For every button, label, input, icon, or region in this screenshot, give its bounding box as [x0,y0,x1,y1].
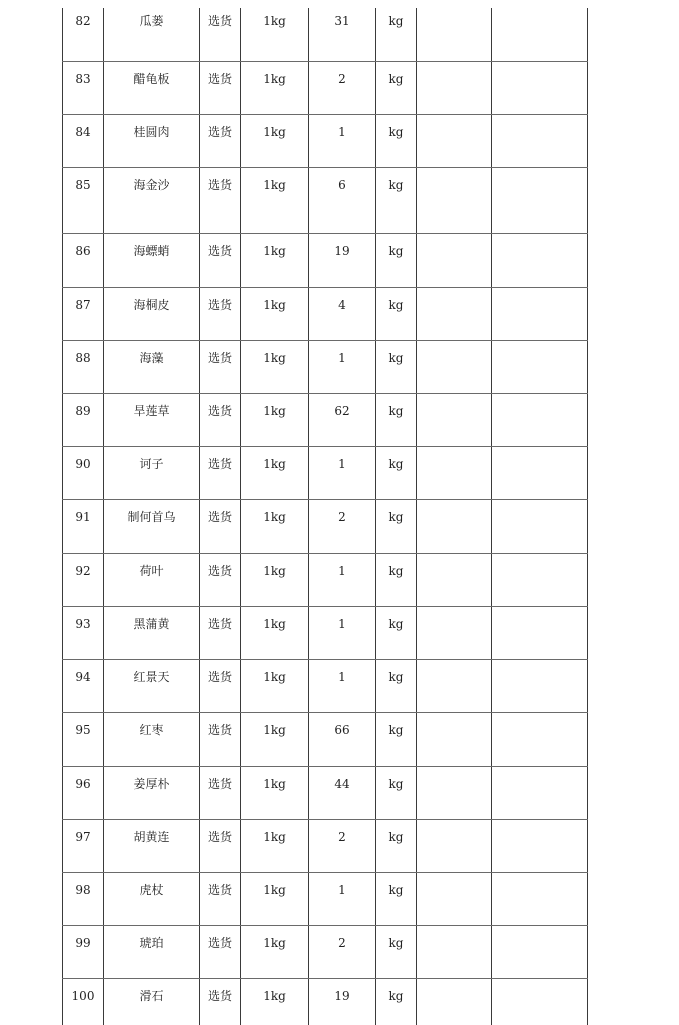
grade-text: 选货 [200,168,240,192]
grade-cell [200,8,241,62]
spec-cell [241,341,309,394]
row-number-text: 89 [63,394,103,418]
item-name-text: 制何首乌 [104,500,199,524]
row-number-text: 83 [63,62,103,86]
item-name-cell [104,660,200,713]
row-number-text: 99 [63,926,103,950]
spec-text: 1kg [241,447,308,471]
item-name-text: 黑蒲黄 [104,607,199,631]
grade-text: 选货 [200,979,240,1003]
item-name-cell [104,115,200,168]
item-name-cell [104,500,200,554]
table-row [63,447,588,500]
item-name-text: 胡黄连 [104,820,199,844]
blank-cell [492,115,588,168]
spec-text: 1kg [241,8,308,28]
table-row [63,168,588,234]
blank-cell [417,873,492,926]
row-number-cell [63,115,104,168]
spec-text: 1kg [241,115,308,139]
spec-cell [241,168,309,234]
blank-cell [492,447,588,500]
grade-text: 选货 [200,926,240,950]
item-name-text: 旱莲草 [104,394,199,418]
item-name-cell [104,820,200,873]
unit-cell [376,607,417,660]
spec-cell [241,979,309,1025]
grade-cell [200,660,241,713]
spec-cell [241,394,309,447]
quantity-text: 6 [309,168,375,192]
medicine-table [62,8,588,1025]
quantity-cell [309,62,376,115]
spec-cell [241,713,309,767]
blank-cell [492,979,588,1025]
spec-text: 1kg [241,341,308,365]
row-number-text: 100 [63,979,103,1003]
grade-cell [200,288,241,341]
unit-text: kg [376,873,416,897]
table-row [63,341,588,394]
grade-cell [200,62,241,115]
grade-text: 选货 [200,767,240,791]
quantity-text: 4 [309,288,375,312]
blank-cell [492,554,588,607]
blank-cell [417,767,492,820]
spec-text: 1kg [241,62,308,86]
table-row [63,234,588,288]
table-row [63,62,588,115]
blank-cell [492,926,588,979]
blank-cell [417,926,492,979]
quantity-cell [309,820,376,873]
quantity-text: 1 [309,660,375,684]
unit-cell [376,447,417,500]
table-row [63,767,588,820]
table-row [63,8,588,62]
row-number-text: 85 [63,168,103,192]
spec-cell [241,767,309,820]
spec-cell [241,62,309,115]
item-name-cell [104,341,200,394]
grade-cell [200,767,241,820]
grade-text: 选货 [200,713,240,737]
blank-cell [417,288,492,341]
unit-text: kg [376,713,416,737]
row-number-text: 94 [63,660,103,684]
unit-cell [376,500,417,554]
spec-text: 1kg [241,500,308,524]
unit-text: kg [376,8,416,28]
unit-cell [376,341,417,394]
blank-cell [417,341,492,394]
unit-text: kg [376,660,416,684]
spec-cell [241,500,309,554]
row-number-cell [63,8,104,62]
grade-cell [200,979,241,1025]
grade-cell [200,500,241,554]
unit-cell [376,820,417,873]
row-number-cell [63,979,104,1025]
unit-cell [376,8,417,62]
quantity-cell [309,607,376,660]
quantity-text: 2 [309,62,375,86]
quantity-cell [309,394,376,447]
unit-text: kg [376,394,416,418]
item-name-text: 海金沙 [104,168,199,192]
grade-text: 选货 [200,341,240,365]
spec-cell [241,8,309,62]
blank-cell [492,820,588,873]
item-name-cell [104,447,200,500]
quantity-cell [309,115,376,168]
blank-cell [492,873,588,926]
unit-cell [376,554,417,607]
row-number-text: 82 [63,8,103,28]
row-number-text: 97 [63,820,103,844]
row-number-cell [63,288,104,341]
blank-cell [417,500,492,554]
row-number-cell [63,873,104,926]
unit-text: kg [376,820,416,844]
item-name-text: 虎杖 [104,873,199,897]
blank-cell [417,713,492,767]
spec-text: 1kg [241,288,308,312]
quantity-text: 19 [309,234,375,258]
item-name-text: 海桐皮 [104,288,199,312]
blank-cell [417,820,492,873]
quantity-text: 19 [309,979,375,1003]
unit-text: kg [376,168,416,192]
item-name-cell [104,288,200,341]
spec-text: 1kg [241,979,308,1003]
spec-cell [241,820,309,873]
item-name-text: 红景天 [104,660,199,684]
blank-cell [417,168,492,234]
table-row [63,873,588,926]
spec-text: 1kg [241,926,308,950]
grade-text: 选货 [200,607,240,631]
row-number-text: 84 [63,115,103,139]
item-name-text: 姜厚朴 [104,767,199,791]
blank-cell [492,607,588,660]
grade-cell [200,713,241,767]
item-name-cell [104,554,200,607]
unit-text: kg [376,500,416,524]
quantity-cell [309,873,376,926]
item-name-cell [104,979,200,1025]
blank-cell [492,713,588,767]
blank-cell [417,447,492,500]
item-name-text: 醋龟板 [104,62,199,86]
row-number-text: 92 [63,554,103,578]
grade-cell [200,926,241,979]
blank-cell [492,8,588,62]
spec-cell [241,115,309,168]
item-name-text: 海藻 [104,341,199,365]
table-row [63,607,588,660]
quantity-cell [309,288,376,341]
blank-cell [492,288,588,341]
unit-cell [376,873,417,926]
unit-cell [376,115,417,168]
grade-text: 选货 [200,394,240,418]
row-number-text: 88 [63,341,103,365]
grade-cell [200,554,241,607]
item-name-cell [104,767,200,820]
item-name-cell [104,713,200,767]
item-name-cell [104,168,200,234]
grade-text: 选货 [200,820,240,844]
grade-text: 选货 [200,873,240,897]
unit-cell [376,394,417,447]
unit-text: kg [376,979,416,1003]
row-number-cell [63,341,104,394]
grade-text: 选货 [200,554,240,578]
blank-cell [492,62,588,115]
quantity-cell [309,234,376,288]
table-row [63,394,588,447]
grade-text: 选货 [200,62,240,86]
unit-cell [376,979,417,1025]
grade-cell [200,820,241,873]
row-number-text: 98 [63,873,103,897]
spec-text: 1kg [241,820,308,844]
blank-cell [417,115,492,168]
blank-cell [417,660,492,713]
blank-cell [492,341,588,394]
spec-cell [241,873,309,926]
item-name-cell [104,873,200,926]
unit-text: kg [376,288,416,312]
blank-cell [492,394,588,447]
quantity-cell [309,767,376,820]
unit-text: kg [376,234,416,258]
row-number-text: 93 [63,607,103,631]
quantity-text: 1 [309,447,375,471]
quantity-text: 62 [309,394,375,418]
table-row [63,288,588,341]
table-row [63,554,588,607]
blank-cell [417,394,492,447]
grade-cell [200,607,241,660]
row-number-cell [63,820,104,873]
spec-cell [241,926,309,979]
spec-text: 1kg [241,873,308,897]
table-row [63,115,588,168]
quantity-text: 2 [309,820,375,844]
unit-cell [376,62,417,115]
grade-cell [200,447,241,500]
quantity-cell [309,168,376,234]
row-number-cell [63,168,104,234]
quantity-text: 1 [309,115,375,139]
item-name-cell [104,234,200,288]
quantity-text: 44 [309,767,375,791]
unit-cell [376,767,417,820]
quantity-text: 31 [309,8,375,28]
grade-text: 选货 [200,500,240,524]
grade-cell [200,873,241,926]
quantity-cell [309,926,376,979]
quantity-cell [309,447,376,500]
quantity-cell [309,979,376,1025]
quantity-text: 1 [309,341,375,365]
grade-cell [200,115,241,168]
unit-cell [376,926,417,979]
blank-cell [492,234,588,288]
spec-cell [241,447,309,500]
spec-cell [241,234,309,288]
row-number-cell [63,660,104,713]
grade-text: 选货 [200,288,240,312]
item-name-text: 瓜蒌 [104,8,199,28]
grade-text: 选货 [200,234,240,258]
unit-text: kg [376,341,416,365]
grade-text: 选货 [200,115,240,139]
unit-cell [376,713,417,767]
blank-cell [417,8,492,62]
row-number-text: 91 [63,500,103,524]
table-row [63,979,588,1025]
quantity-text: 2 [309,926,375,950]
row-number-cell [63,926,104,979]
table-row [63,500,588,554]
row-number-text: 96 [63,767,103,791]
item-name-text: 荷叶 [104,554,199,578]
row-number-text: 95 [63,713,103,737]
table-row [63,820,588,873]
spec-cell [241,660,309,713]
row-number-text: 90 [63,447,103,471]
unit-cell [376,234,417,288]
unit-cell [376,288,417,341]
blank-cell [492,500,588,554]
unit-text: kg [376,554,416,578]
spec-text: 1kg [241,394,308,418]
table-row [63,926,588,979]
grade-text: 选货 [200,447,240,471]
unit-text: kg [376,62,416,86]
quantity-cell [309,500,376,554]
spec-text: 1kg [241,234,308,258]
row-number-cell [63,234,104,288]
unit-text: kg [376,926,416,950]
grade-text: 选货 [200,660,240,684]
quantity-text: 1 [309,873,375,897]
row-number-text: 87 [63,288,103,312]
item-name-text: 海螵蛸 [104,234,199,258]
quantity-text: 2 [309,500,375,524]
spec-text: 1kg [241,554,308,578]
item-name-text: 滑石 [104,979,199,1003]
item-name-cell [104,607,200,660]
item-name-cell [104,8,200,62]
item-name-text: 琥珀 [104,926,199,950]
blank-cell [417,607,492,660]
spec-cell [241,554,309,607]
grade-cell [200,394,241,447]
grade-cell [200,341,241,394]
quantity-text: 1 [309,554,375,578]
unit-text: kg [376,115,416,139]
quantity-cell [309,713,376,767]
quantity-text: 1 [309,607,375,631]
blank-cell [417,554,492,607]
item-name-text: 桂圆肉 [104,115,199,139]
spec-text: 1kg [241,767,308,791]
grade-text: 选货 [200,8,240,28]
row-number-cell [63,500,104,554]
blank-cell [417,979,492,1025]
spec-text: 1kg [241,713,308,737]
spec-text: 1kg [241,607,308,631]
unit-cell [376,168,417,234]
blank-cell [492,660,588,713]
row-number-cell [63,394,104,447]
spec-cell [241,607,309,660]
table-row [63,713,588,767]
quantity-cell [309,554,376,607]
row-number-cell [63,767,104,820]
item-name-cell [104,62,200,115]
unit-cell [376,660,417,713]
unit-text: kg [376,767,416,791]
item-name-text: 诃子 [104,447,199,471]
spec-text: 1kg [241,168,308,192]
item-name-text: 红枣 [104,713,199,737]
row-number-cell [63,554,104,607]
quantity-cell [309,8,376,62]
quantity-text: 66 [309,713,375,737]
blank-cell [492,767,588,820]
blank-cell [417,62,492,115]
row-number-cell [63,447,104,500]
quantity-cell [309,660,376,713]
quantity-cell [309,341,376,394]
unit-text: kg [376,447,416,471]
table-row [63,660,588,713]
spec-text: 1kg [241,660,308,684]
grade-cell [200,234,241,288]
table-body [63,8,588,1025]
item-name-cell [104,394,200,447]
row-number-cell [63,607,104,660]
item-name-cell [104,926,200,979]
unit-text: kg [376,607,416,631]
spec-cell [241,288,309,341]
blank-cell [417,234,492,288]
row-number-cell [63,713,104,767]
row-number-cell [63,62,104,115]
blank-cell [492,168,588,234]
grade-cell [200,168,241,234]
row-number-text: 86 [63,234,103,258]
